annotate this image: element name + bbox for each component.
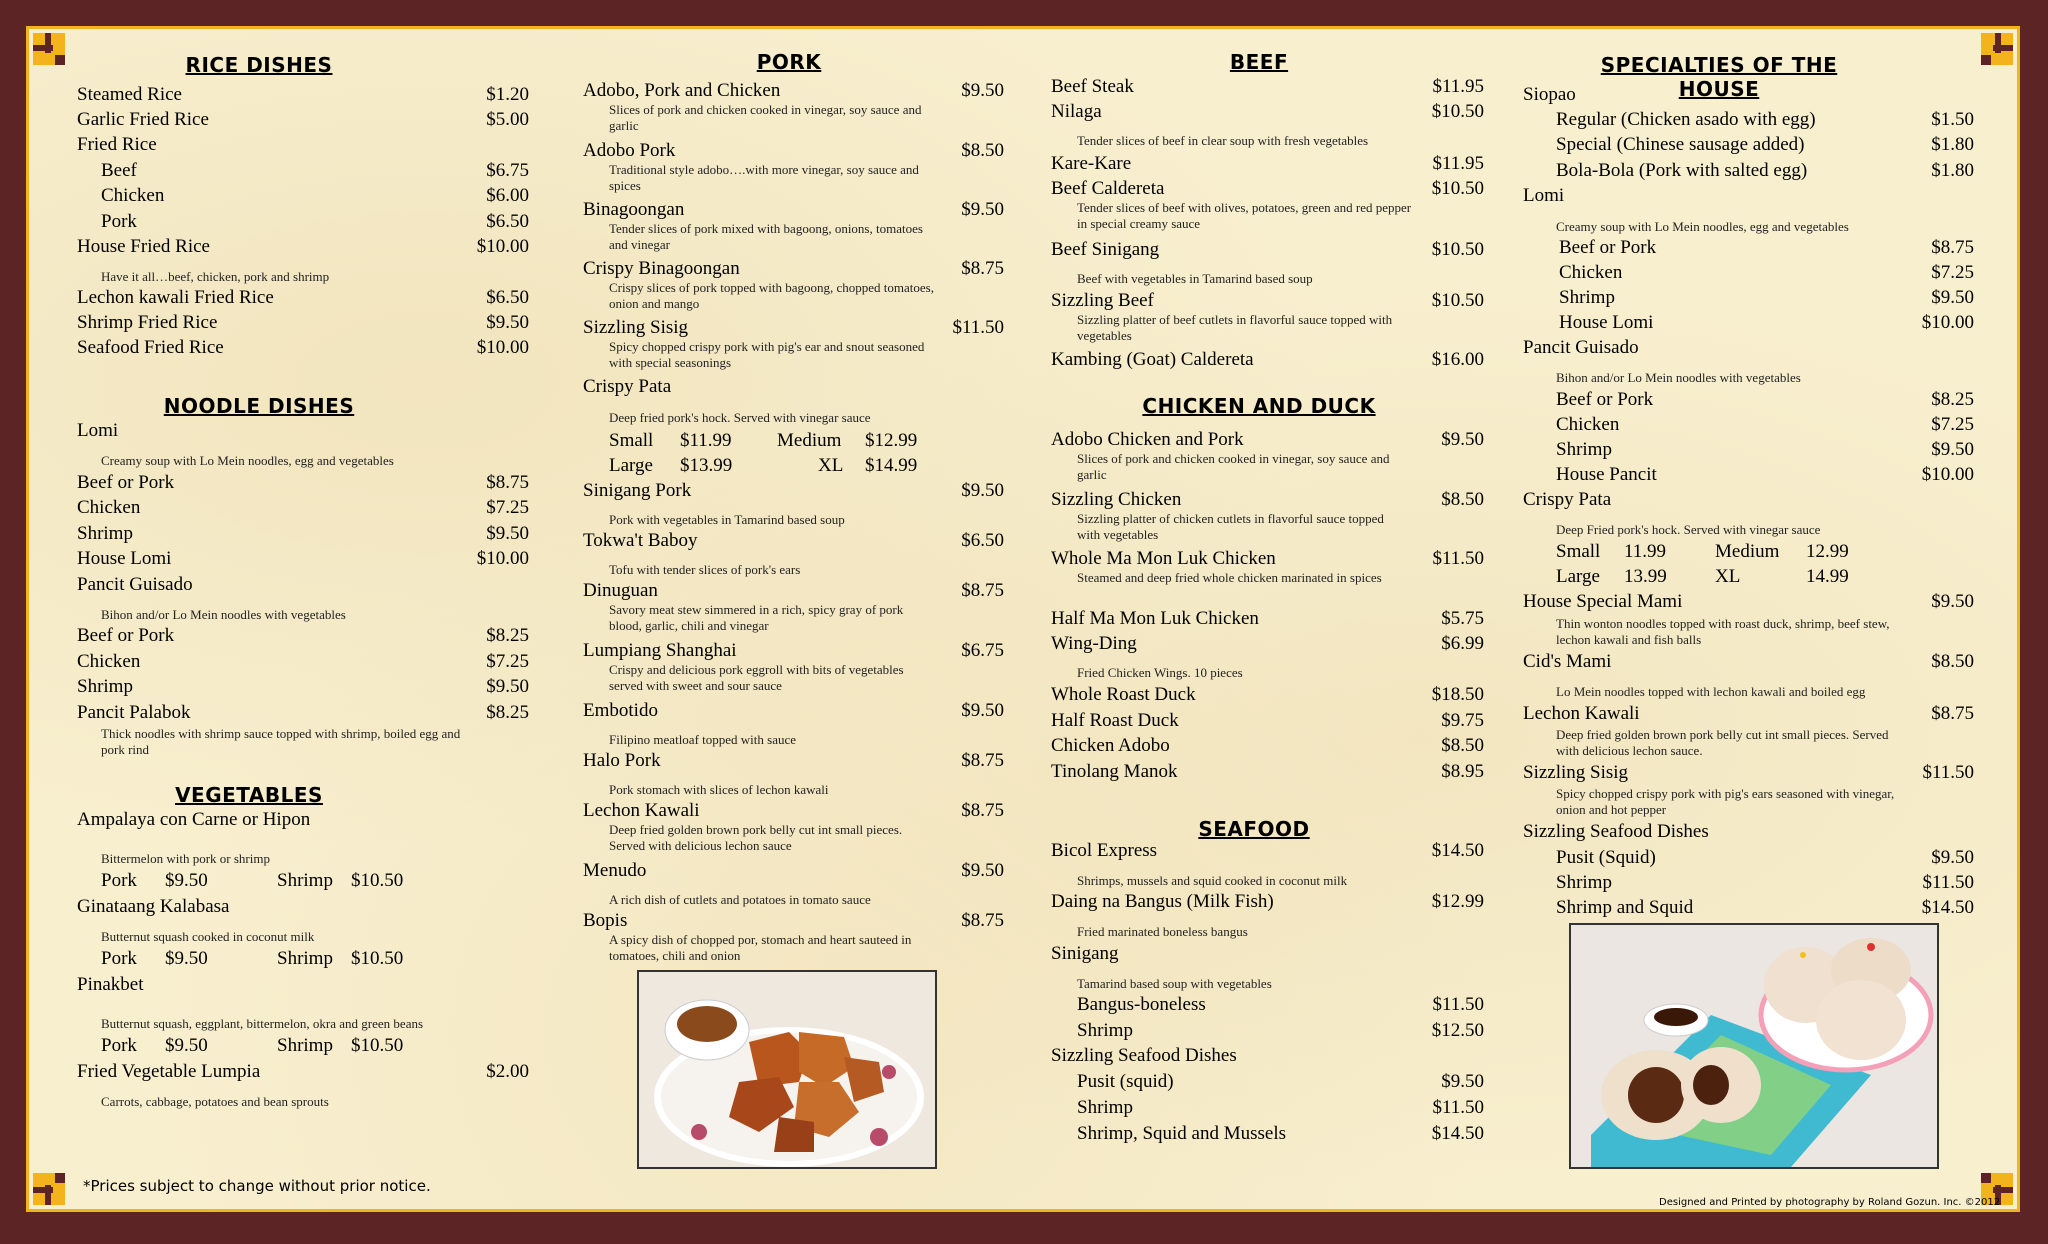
menu-item-price: $16.00 [1431, 349, 1484, 370]
section-heading-noodle: NOODLE DISHES [163, 394, 355, 418]
menu-sheet [26, 26, 2020, 1212]
menu-item-description: Crispy slices of pork topped with bagoong, chopped tomatoes, onion and mango [609, 280, 934, 311]
menu-item-price: $1.50 [1931, 109, 1974, 130]
menu-item-price: $8.25 [486, 702, 529, 723]
size-label: Shrimp [277, 948, 333, 969]
menu-item-price: $9.50 [961, 80, 1004, 101]
menu-item-name: Chicken [1559, 262, 1623, 283]
menu-item-price: $9.50 [1931, 591, 1974, 612]
menu-item-description: Pork with vegetables in Tamarind based soup [609, 512, 845, 527]
size-price: $9.50 [165, 948, 208, 969]
menu-item-description: A spicy dish of chopped por, stomach and heart sauteed in tomatoes, chili and onion [609, 932, 912, 963]
size-price: $10.50 [351, 870, 404, 891]
menu-item-name: Halo Pork [583, 750, 661, 771]
menu-item-name: Steamed Rice [77, 84, 182, 105]
menu-item-description: Deep fried golden brown pork belly cut int small pieces. Served with delicious lechon sauce [609, 822, 903, 853]
menu-item-price: $1.80 [1931, 160, 1974, 181]
menu-item-description: Savory meat stew simmered in a rich, spicy gray of pork blood, garlic, chili and vinegar [609, 602, 904, 633]
size-label: Medium [1715, 541, 1780, 562]
size-price: $14.99 [865, 455, 918, 476]
menu-item-price: $9.50 [1931, 847, 1974, 868]
menu-item-name: Beef Steak [1051, 76, 1134, 97]
menu-item-name: Lomi [77, 420, 119, 441]
menu-item-price: $8.95 [1441, 761, 1484, 782]
menu-item-name: Beef Caldereta [1051, 178, 1165, 199]
size-label: Large [609, 455, 653, 476]
size-price: 11.99 [1624, 541, 1667, 562]
menu-item-name: Pinakbet [77, 974, 144, 995]
menu-item-name: House Special Mami [1523, 591, 1683, 612]
menu-item-name: Lomi [1523, 185, 1565, 206]
menu-item-price: $18.50 [1431, 684, 1484, 705]
size-label: Small [609, 430, 654, 451]
menu-item-name: Cid's Mami [1523, 651, 1612, 672]
menu-item-name: Lechon Kawali [1523, 703, 1640, 724]
menu-item-price: $11.50 [1432, 1097, 1484, 1118]
menu-item-name: Fried Vegetable Lumpia [77, 1061, 261, 1082]
menu-item-name: Pancit Guisado [77, 574, 193, 595]
menu-item-price: $9.50 [961, 480, 1004, 501]
menu-item-name: Chicken [1556, 414, 1620, 435]
menu-item-price: $10.50 [1431, 178, 1484, 199]
menu-item-price: $9.50 [961, 199, 1004, 220]
menu-item-name: Shrimp [1556, 872, 1612, 893]
size-label: XL [818, 455, 844, 476]
menu-item-name: Chicken [101, 185, 165, 206]
menu-item-price: $9.50 [1931, 439, 1974, 460]
size-label: Pork [101, 1035, 137, 1056]
menu-item-name: Beef or Pork [1556, 389, 1654, 410]
menu-item-price: $14.50 [1431, 1123, 1484, 1144]
menu-item-name: Whole Ma Mon Luk Chicken [1051, 548, 1276, 569]
menu-item-name: Binagoongan [583, 199, 685, 220]
menu-item-name: Beef Sinigang [1051, 239, 1160, 260]
menu-item-name: Chicken [77, 497, 141, 518]
menu-item-price: $6.50 [961, 530, 1004, 551]
size-price: $9.50 [165, 1035, 208, 1056]
menu-item-name: Adobo Chicken and Pork [1051, 429, 1244, 450]
menu-item-description: Deep fried pork's hock. Served with vinegar sauce [609, 410, 871, 425]
menu-item-name: Sinigang [1051, 943, 1119, 964]
size-price: $13.99 [680, 455, 733, 476]
menu-item-price: $8.75 [961, 750, 1004, 771]
menu-item-price: $6.50 [486, 287, 529, 308]
menu-item-name: Tokwa't Baboy [583, 530, 698, 551]
menu-item-name: Kambing (Goat) Caldereta [1051, 349, 1254, 370]
menu-item-name: Crispy Pata [583, 376, 672, 397]
menu-item-price: $9.50 [486, 312, 529, 333]
size-label: Large [1556, 566, 1600, 587]
menu-item-price: $14.50 [1921, 897, 1974, 918]
menu-item-price: $6.00 [486, 185, 529, 206]
section-heading-specialties: SPECIALTIES OF THE HOUSE [1600, 53, 1838, 101]
menu-item-price: $14.50 [1431, 840, 1484, 861]
menu-item-price: $7.25 [1931, 262, 1974, 283]
size-label: Shrimp [277, 870, 333, 891]
menu-item-description: Creamy soup with Lo Mein noodles, egg and vegetables [1556, 219, 1849, 234]
menu-item-price: $8.75 [486, 472, 529, 493]
menu-item-price: $8.50 [1931, 651, 1974, 672]
menu-item-price: $9.50 [486, 676, 529, 697]
menu-item-description: Pork stomach with slices of lechon kawali [609, 782, 829, 797]
menu-item-name: Dinuguan [583, 580, 658, 601]
size-price: $12.99 [865, 430, 918, 451]
menu-item-price: $8.75 [961, 258, 1004, 279]
menu-item-name: Shrimp [77, 523, 133, 544]
menu-item-name: Whole Roast Duck [1051, 684, 1196, 705]
menu-item-description: Tender slices of beef with olives, potatoes, green and red pepper in special creamy sauce [1077, 200, 1412, 231]
menu-item-name: Shrimp and Squid [1556, 897, 1694, 918]
menu-item-price: $8.25 [486, 625, 529, 646]
menu-item-name: Sizzling Chicken [1051, 489, 1182, 510]
menu-item-name: Sizzling Sisig [583, 317, 689, 338]
menu-item-name: Adobo Pork [583, 140, 676, 161]
menu-item-price: $10.50 [1431, 290, 1484, 311]
menu-item-name: Bopis [583, 910, 628, 931]
menu-item-name: Lechon Kawali [583, 800, 700, 821]
menu-item-name: Ampalaya con Carne or Hipon [77, 809, 311, 830]
menu-item-price: $7.25 [486, 651, 529, 672]
menu-item-description: Thick noodles with shrimp sauce topped with shrimp, boiled egg and pork rind [101, 726, 461, 757]
menu-item-name: Pancit Guisado [1523, 337, 1639, 358]
menu-item-description: Have it all…beef, chicken, pork and shrimp [101, 269, 330, 284]
menu-item-name: Half Ma Mon Luk Chicken [1051, 608, 1259, 629]
menu-item-name: House Pancit [1556, 464, 1657, 485]
menu-item-price: $6.99 [1441, 633, 1484, 654]
menu-item-name: Sizzling Sisig [1523, 762, 1629, 783]
crispy-pork-image [639, 972, 935, 1167]
menu-item-description: Crispy and delicious pork eggroll with bits of vegetables served with sweet and sour sauce [609, 662, 904, 693]
menu-item-description: Tender slices of pork mixed with bagoong, onions, tomatoes and vinegar [609, 221, 923, 252]
menu-item-name: House Lomi [1559, 312, 1654, 333]
menu-item-price: $12.50 [1431, 1020, 1484, 1041]
menu-item-name: Fried Rice [77, 134, 157, 155]
menu-item-name: Lechon kawali Fried Rice [77, 287, 274, 308]
menu-item-name: Adobo, Pork and Chicken [583, 80, 781, 101]
menu-item-name: Siopao [1523, 84, 1576, 105]
menu-item-description: Carrots, cabbage, potatoes and bean sprouts [101, 1094, 329, 1109]
menu-item-price: $11.50 [952, 317, 1004, 338]
menu-item-price: $5.75 [1441, 608, 1484, 629]
menu-item-price: $1.80 [1931, 134, 1974, 155]
menu-item-name: Chicken Adobo [1051, 735, 1170, 756]
menu-item-name: Shrimp [1077, 1020, 1133, 1041]
menu-item-description: Deep Fried pork's hock. Served with vinegar sauce [1556, 522, 1821, 537]
menu-item-description: Butternut squash, eggplant, bittermelon, okra and green beans [101, 1016, 424, 1031]
corner-ornament-top-left [29, 29, 69, 69]
menu-item-price: $9.50 [486, 523, 529, 544]
menu-item-price: $9.75 [1441, 710, 1484, 731]
menu-item-description: Thin wonton noodles topped with roast duck, shrimp, beef stew, lechon kawali and fish balls [1556, 616, 1890, 647]
menu-item-description: Shrimps, mussels and squid cooked in coconut milk [1077, 873, 1348, 888]
menu-item-price: $10.00 [476, 236, 529, 257]
size-label: Pork [101, 948, 137, 969]
section-heading-beef: BEEF [1229, 50, 1289, 74]
menu-item-description: Tender slices of beef in clear soup with fresh vegetables [1077, 133, 1369, 148]
menu-item-name: Beef [101, 160, 137, 181]
menu-item-name: Pork [101, 211, 137, 232]
size-price: $11.99 [680, 430, 732, 451]
menu-item-description: Bihon and/or Lo Mein noodles with vegetables [1556, 370, 1801, 385]
menu-item-name: Daing na Bangus (Milk Fish) [1051, 891, 1274, 912]
menu-item-description: A rich dish of cutlets and potatoes in tomato sauce [609, 892, 871, 907]
size-price: 14.99 [1806, 566, 1849, 587]
menu-item-price: $10.00 [476, 548, 529, 569]
menu-item-name: Seafood Fried Rice [77, 337, 224, 358]
menu-item-price: $10.50 [1431, 239, 1484, 260]
menu-item-price: $6.75 [486, 160, 529, 181]
menu-item-name: Shrimp, Squid and Mussels [1077, 1123, 1287, 1144]
menu-item-price: $8.50 [961, 140, 1004, 161]
siopao-photo [1569, 923, 1939, 1169]
menu-item-price: $11.50 [1922, 872, 1974, 893]
menu-item-price: $7.25 [486, 497, 529, 518]
menu-item-name: Sizzling Seafood Dishes [1051, 1045, 1237, 1066]
menu-item-price: $11.50 [1922, 762, 1974, 783]
menu-item-description: Bittermelon with pork or shrimp [101, 851, 270, 866]
menu-item-name: Bangus-boneless [1077, 994, 1206, 1015]
menu-item-price: $11.95 [1432, 153, 1484, 174]
menu-item-description: Slices of pork and chicken cooked in vinegar, soy sauce and garlic [1077, 451, 1390, 482]
designer-credit: Designed and Printed by photography by Roland Gozun. Inc. ©2012 [1659, 1197, 2001, 1208]
menu-item-name: Shrimp [1077, 1097, 1133, 1118]
menu-item-name: Pusit (Squid) [1556, 847, 1656, 868]
size-price: $10.50 [351, 948, 404, 969]
menu-item-description: Beef with vegetables in Tamarind based soup [1077, 271, 1313, 286]
menu-item-price: $8.75 [961, 910, 1004, 931]
menu-item-price: $2.00 [486, 1061, 529, 1082]
menu-item-price: $10.00 [1921, 312, 1974, 333]
menu-item-name: Beef or Pork [77, 472, 175, 493]
menu-item-price: $8.50 [1441, 489, 1484, 510]
menu-item-name: Chicken [77, 651, 141, 672]
menu-item-price: $6.50 [486, 211, 529, 232]
section-heading-seafood: SEAFOOD [1198, 817, 1310, 841]
size-label: Pork [101, 870, 137, 891]
menu-item-description: Sizzling platter of chicken cutlets in flavorful sauce topped with vegetables [1077, 511, 1384, 542]
menu-item-price: $8.75 [961, 800, 1004, 821]
menu-item-price: $10.00 [1921, 464, 1974, 485]
price-notice: *Prices subject to change without prior notice. [83, 1177, 431, 1195]
menu-item-description: Creamy soup with Lo Mein noodles, egg and vegetables [101, 453, 394, 468]
menu-item-price: $8.75 [961, 580, 1004, 601]
size-label: XL [1715, 566, 1741, 587]
menu-item-description: Sizzling platter of beef cutlets in flavorful sauce topped with vegetables [1077, 312, 1393, 343]
menu-item-price: $5.00 [486, 109, 529, 130]
menu-item-price: $10.00 [476, 337, 529, 358]
menu-item-name: Pancit Palabok [77, 702, 191, 723]
menu-item-name: Embotido [583, 700, 658, 721]
size-price: 12.99 [1806, 541, 1849, 562]
menu-item-price: $10.50 [1431, 101, 1484, 122]
menu-item-name: Sinigang Pork [583, 480, 692, 501]
menu-item-name: Kare-Kare [1051, 153, 1132, 174]
menu-item-name: House Lomi [77, 548, 172, 569]
menu-item-price: $11.50 [1432, 994, 1484, 1015]
menu-item-name: Special (Chinese sausage added) [1556, 134, 1805, 155]
menu-item-price: $1.20 [486, 84, 529, 105]
menu-item-price: $11.95 [1432, 76, 1484, 97]
menu-item-price: $8.75 [1931, 703, 1974, 724]
menu-item-description: Traditional style adobo….with more vinegar, soy sauce and spices [609, 162, 919, 193]
corner-ornament-top-right [1977, 29, 2017, 69]
menu-item-description: Fried marinated boneless bangus [1077, 924, 1248, 939]
menu-item-description: Spicy chopped crispy pork with pig's ear and snout seasoned with special seasonings [609, 339, 925, 370]
menu-item-description: Steamed and deep fried whole chicken marinated in spices [1077, 570, 1382, 585]
menu-item-name: Shrimp [77, 676, 133, 697]
size-price: 13.99 [1624, 566, 1667, 587]
size-label: Medium [777, 430, 842, 451]
menu-item-price: $8.75 [1931, 237, 1974, 258]
menu-item-name: Ginataang Kalabasa [77, 896, 230, 917]
menu-item-price: $7.25 [1931, 414, 1974, 435]
menu-item-price: $9.50 [961, 700, 1004, 721]
menu-item-description: Deep fried golden brown pork belly cut int small pieces. Served with delicious lechon sauce. [1556, 727, 1889, 758]
siopao-buns-image [1571, 925, 1937, 1167]
menu-item-name: House Fried Rice [77, 236, 210, 257]
menu-item-name: Garlic Fried Rice [77, 109, 209, 130]
menu-item-name: Pusit (squid) [1077, 1071, 1174, 1092]
menu-item-description: Spicy chopped crispy pork with pig's ears seasoned with vinegar, onion and hot pepper [1556, 786, 1895, 817]
menu-item-price: $9.50 [1441, 429, 1484, 450]
menu-item-price: $9.50 [1441, 1071, 1484, 1092]
menu-item-price: $12.99 [1431, 891, 1484, 912]
menu-item-description: Fried Chicken Wings. 10 pieces [1077, 665, 1243, 680]
section-heading-chicken-duck: CHICKEN AND DUCK [1142, 394, 1376, 418]
section-heading-vegetables: VEGETABLES [175, 783, 323, 807]
menu-item-name: Crispy Binagoongan [583, 258, 740, 279]
lechon-kawali-photo [637, 970, 937, 1169]
menu-item-name: Sizzling Beef [1051, 290, 1154, 311]
section-heading-rice: RICE DISHES [185, 53, 333, 77]
menu-item-name: Shrimp [1559, 287, 1615, 308]
menu-item-name: Beef or Pork [77, 625, 175, 646]
size-price: $9.50 [165, 870, 208, 891]
menu-item-name: Regular (Chicken asado with egg) [1556, 109, 1816, 130]
menu-item-description: Tofu with tender slices of pork's ears [609, 562, 801, 577]
menu-item-price: $11.50 [1432, 548, 1484, 569]
menu-item-name: Tinolang Manok [1051, 761, 1178, 782]
menu-item-name: Half Roast Duck [1051, 710, 1179, 731]
menu-item-price: $9.50 [1931, 287, 1974, 308]
section-heading-pork: PORK [756, 50, 822, 74]
menu-item-price: $9.50 [961, 860, 1004, 881]
menu-item-name: Beef or Pork [1559, 237, 1657, 258]
menu-item-description: Slices of pork and chicken cooked in vinegar, soy sauce and garlic [609, 102, 922, 133]
menu-item-description: Filipino meatloaf topped with sauce [609, 732, 797, 747]
menu-item-description: Tamarind based soup with vegetables [1077, 976, 1272, 991]
size-label: Shrimp [277, 1035, 333, 1056]
menu-item-name: Lumpiang Shanghai [583, 640, 737, 661]
menu-item-description: Bihon and/or Lo Mein noodles with vegetables [101, 607, 346, 622]
menu-item-name: Bicol Express [1051, 840, 1158, 861]
menu-item-name: Nilaga [1051, 101, 1102, 122]
size-price: $10.50 [351, 1035, 404, 1056]
size-label: Small [1556, 541, 1601, 562]
corner-ornament-bottom-left [29, 1169, 69, 1209]
menu-item-name: Bola-Bola (Pork with salted egg) [1556, 160, 1808, 181]
menu-item-price: $8.25 [1931, 389, 1974, 410]
menu-item-price: $6.75 [961, 640, 1004, 661]
menu-item-name: Sizzling Seafood Dishes [1523, 821, 1709, 842]
menu-item-name: Wing-Ding [1051, 633, 1137, 654]
menu-item-name: Shrimp Fried Rice [77, 312, 218, 333]
menu-item-name: Menudo [583, 860, 647, 881]
menu-item-price: $8.50 [1441, 735, 1484, 756]
menu-item-description: Butternut squash cooked in coconut milk [101, 929, 315, 944]
menu-item-name: Shrimp [1556, 439, 1612, 460]
menu-item-name: Crispy Pata [1523, 489, 1612, 510]
menu-item-description: Lo Mein noodles topped with lechon kawali and boiled egg [1556, 684, 1866, 699]
